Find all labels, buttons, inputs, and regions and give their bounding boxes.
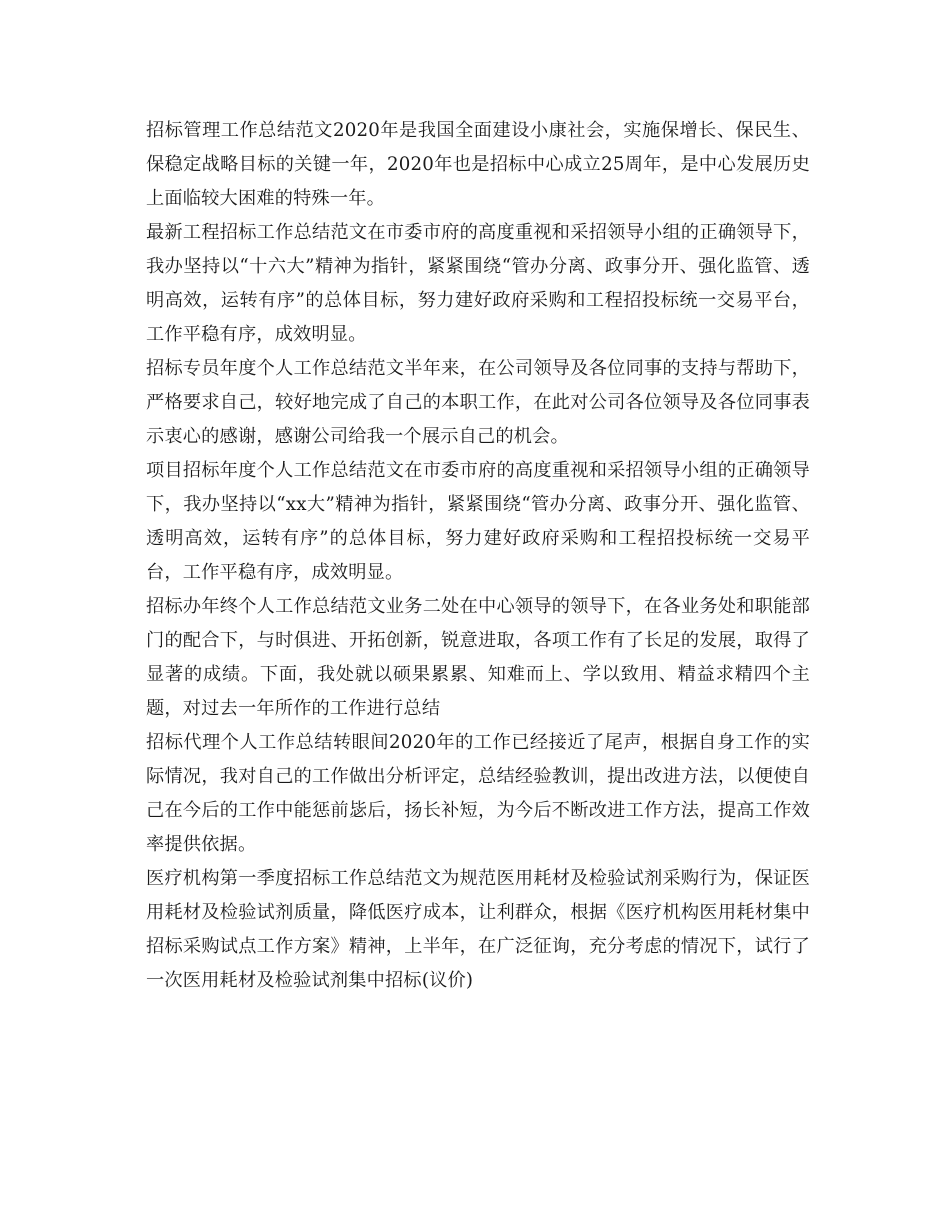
paragraph-5: 招标办年终个人工作总结范文业务二处在中心领导的领导下，在各业务处和职能部门的配合下，与时俱进、开拓创新，锐意进取，各项工作有了长足的发展，取得了显著的成绩。下面，我处就以硕果累累、知难而上、学以致用、精益求精四个主题，对过去一年所作的工作进行总结 [146,596,810,719]
paragraph-4: 项目招标年度个人工作总结范文在市委市府的高度重视和采招领导小组的正确领导下，我办坚持以“xx大”精神为指针，紧紧围绕“管办分离、政事分开、强化监管、透明高效，运转有序”的总体目标，努力建好政府采购和工程招投标统一交易平台，工作平稳有序，成效明显。 [146,460,810,583]
document-body [146,114,810,998]
paragraph-3: 招标专员年度个人工作总结范文半年来，在公司领导及各位同事的支持与帮助下，严格要求自己，较好地完成了自己的本职工作，在此对公司各位领导及各位同事表示衷心的感谢，感谢公司给我一个展示自己的机会。 [146,358,810,447]
paragraph-6: 招标代理个人工作总结转眼间2020年的工作已经接近了尾声，根据自身工作的实际情况，我对自己的工作做出分析评定，总结经验教训，提出改进方法，以便使自己在今后的工作中能惩前毖后，扬长补短，为今后不断改进工作方法，提高工作效率提供依据。 [146,732,810,855]
paragraph-7: 医疗机构第一季度招标工作总结范文为规范医用耗材及检验试剂采购行为，保证医用耗材及检验试剂质量，降低医疗成本，让利群众，根据《医疗机构医用耗材集中招标采购试点工作方案》精神，上半年，在广泛征询，充分考虑的情况下，试行了一次医用耗材及检验试剂集中招标(议价) [146,868,810,991]
paragraph-1: 招标管理工作总结范文2020年是我国全面建设小康社会，实施保增长、保民生、保稳定战略目标的关键一年，2020年也是招标中心成立25周年，是中心发展历史上面临较大困难的特殊一年。 [146,120,810,209]
paragraph-2: 最新工程招标工作总结范文在市委市府的高度重视和采招领导小组的正确领导下，我办坚持以“十六大”精神为指针，紧紧围绕“管办分离、政事分开、强化监管、透明高效，运转有序”的总体目标，努力建好政府采购和工程招投标统一交易平台，工作平稳有序，成效明显。 [146,222,810,345]
